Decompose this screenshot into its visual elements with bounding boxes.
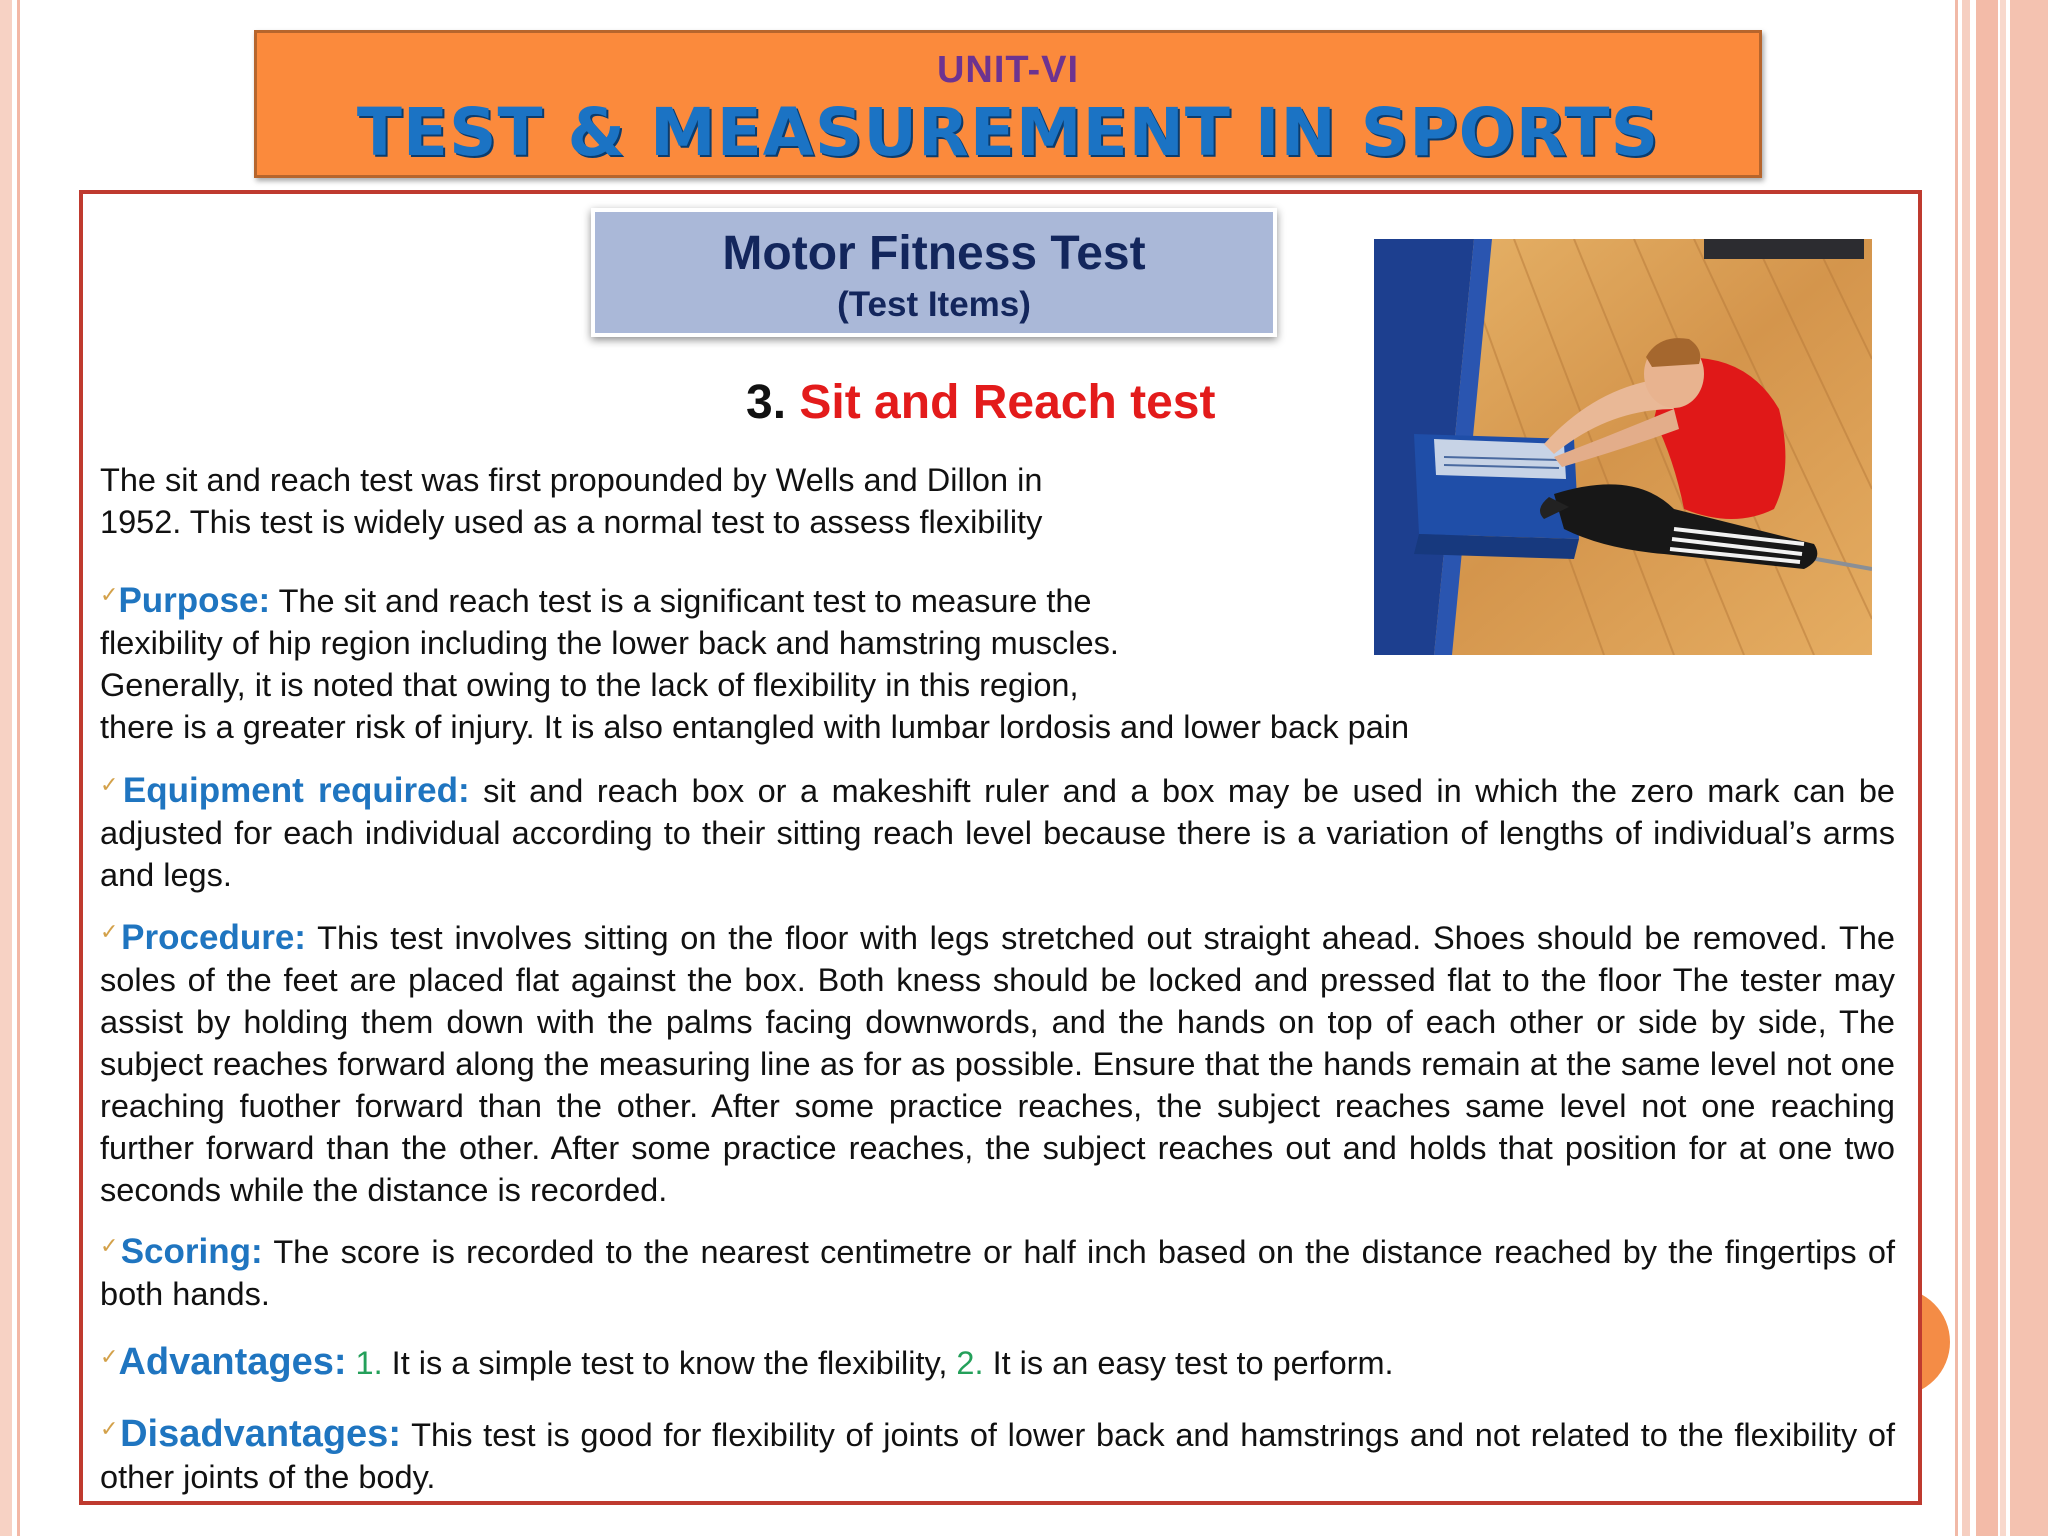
check-icon: ✓ [100, 772, 123, 797]
advantage-number: 1. [346, 1345, 383, 1381]
purpose-text: there is a greater risk of injury. It is also entangled with lumbar lordosis and lower back pain [100, 709, 1410, 745]
check-icon: ✓ [100, 582, 119, 607]
test-number: 3. [746, 376, 787, 429]
advantages-label: Advantages: [118, 1341, 347, 1383]
right-decor-stripe [2010, 0, 2048, 1536]
right-decor-stripe [1962, 0, 1970, 1536]
slide-title: TEST & MEASUREMENT IN SPORTS [356, 94, 1660, 171]
section-heading-box [591, 208, 1277, 337]
test-title [746, 375, 1215, 430]
scoring-text: The score is recorded to the nearest centimetre or half inch based on the distance reached by the fingertips of both hands. [100, 1234, 1896, 1312]
disadvantages-text: This test is good for flexibility of joints of lower back and hamstrings and not related to the flexibility of other joints of the body. [100, 1417, 1895, 1495]
advantages-paragraph [100, 1336, 1895, 1384]
disadvantages-paragraph [100, 1408, 1895, 1498]
unit-label: UNIT-VI [936, 49, 1080, 91]
section-subtitle: (Test Items) [837, 285, 1031, 324]
check-icon: ✓ [100, 919, 122, 944]
equipment-paragraph [100, 764, 1895, 896]
right-decor-stripe [1955, 0, 1958, 1536]
procedure-text: This test involves sitting on the floor with legs stretched out straight ahead. Shoes should be removed. The soles of the feet are placed flat against the box. Both kness should be locked and pressed flat to the floor The tester may assist by holding them down with the palms facing downwords, and the hands on top of each other or side by side, The subject reaches forward along the measuring line as for as possible. Ensure that the hands remain at the same level not one reaching fuother forward than the other. After some practice reaches, the subject reaches same level not one reaching further forward than the other. After some practice reaches, the subject reaches out and holds that position for at one two seconds while the distance is recorded. [100, 920, 1895, 1208]
intro-line: 1952. This test is widely used as a normal test to assess flexibility [100, 504, 1043, 540]
scoring-label: Scoring: [120, 1232, 263, 1271]
right-decor-stripe [2000, 0, 2006, 1536]
procedure-paragraph [100, 911, 1895, 1211]
purpose-paragraph [100, 574, 1580, 748]
advantage-item: It is an easy test to perform. [983, 1345, 1394, 1381]
intro-paragraph [100, 459, 1370, 543]
scoring-paragraph [100, 1225, 1895, 1315]
check-icon: ✓ [100, 1233, 121, 1258]
header-banner [254, 30, 1762, 178]
procedure-label: Procedure: [121, 918, 306, 957]
purpose-text: flexibility of hip region including the lower back and hamstring muscles. [100, 625, 1119, 661]
intro-line: The sit and reach test was first propounded by Wells and Dillon in [100, 462, 1043, 498]
equipment-label: Equipment required: [122, 771, 470, 810]
purpose-text: The sit and reach test is a significant test to measure the [270, 583, 1092, 619]
equipment-text: sit and reach box or a makeshift ruler and a box may be used in which the zero mark can be adjusted for each individual according to their sitting reach level because there is a variation of lengths of individual’s arms and legs. [100, 773, 1896, 893]
section-title: Motor Fitness Test [722, 227, 1146, 280]
check-icon: ✓ [100, 1416, 121, 1441]
left-decor-stripe [17, 0, 20, 1536]
test-name: Sit and Reach test [799, 376, 1216, 429]
left-decor-stripe [0, 0, 12, 1536]
purpose-label: Purpose: [118, 581, 271, 620]
advantage-item: It is a simple test to know the flexibility, [382, 1345, 948, 1381]
disadvantages-label: Disadvantages: [120, 1413, 401, 1455]
advantage-number: 2. [947, 1345, 984, 1381]
right-decor-stripe [1976, 0, 1998, 1536]
check-icon: ✓ [100, 1344, 119, 1369]
purpose-text: Generally, it is noted that owing to the lack of flexibility in this region, [100, 667, 1079, 703]
